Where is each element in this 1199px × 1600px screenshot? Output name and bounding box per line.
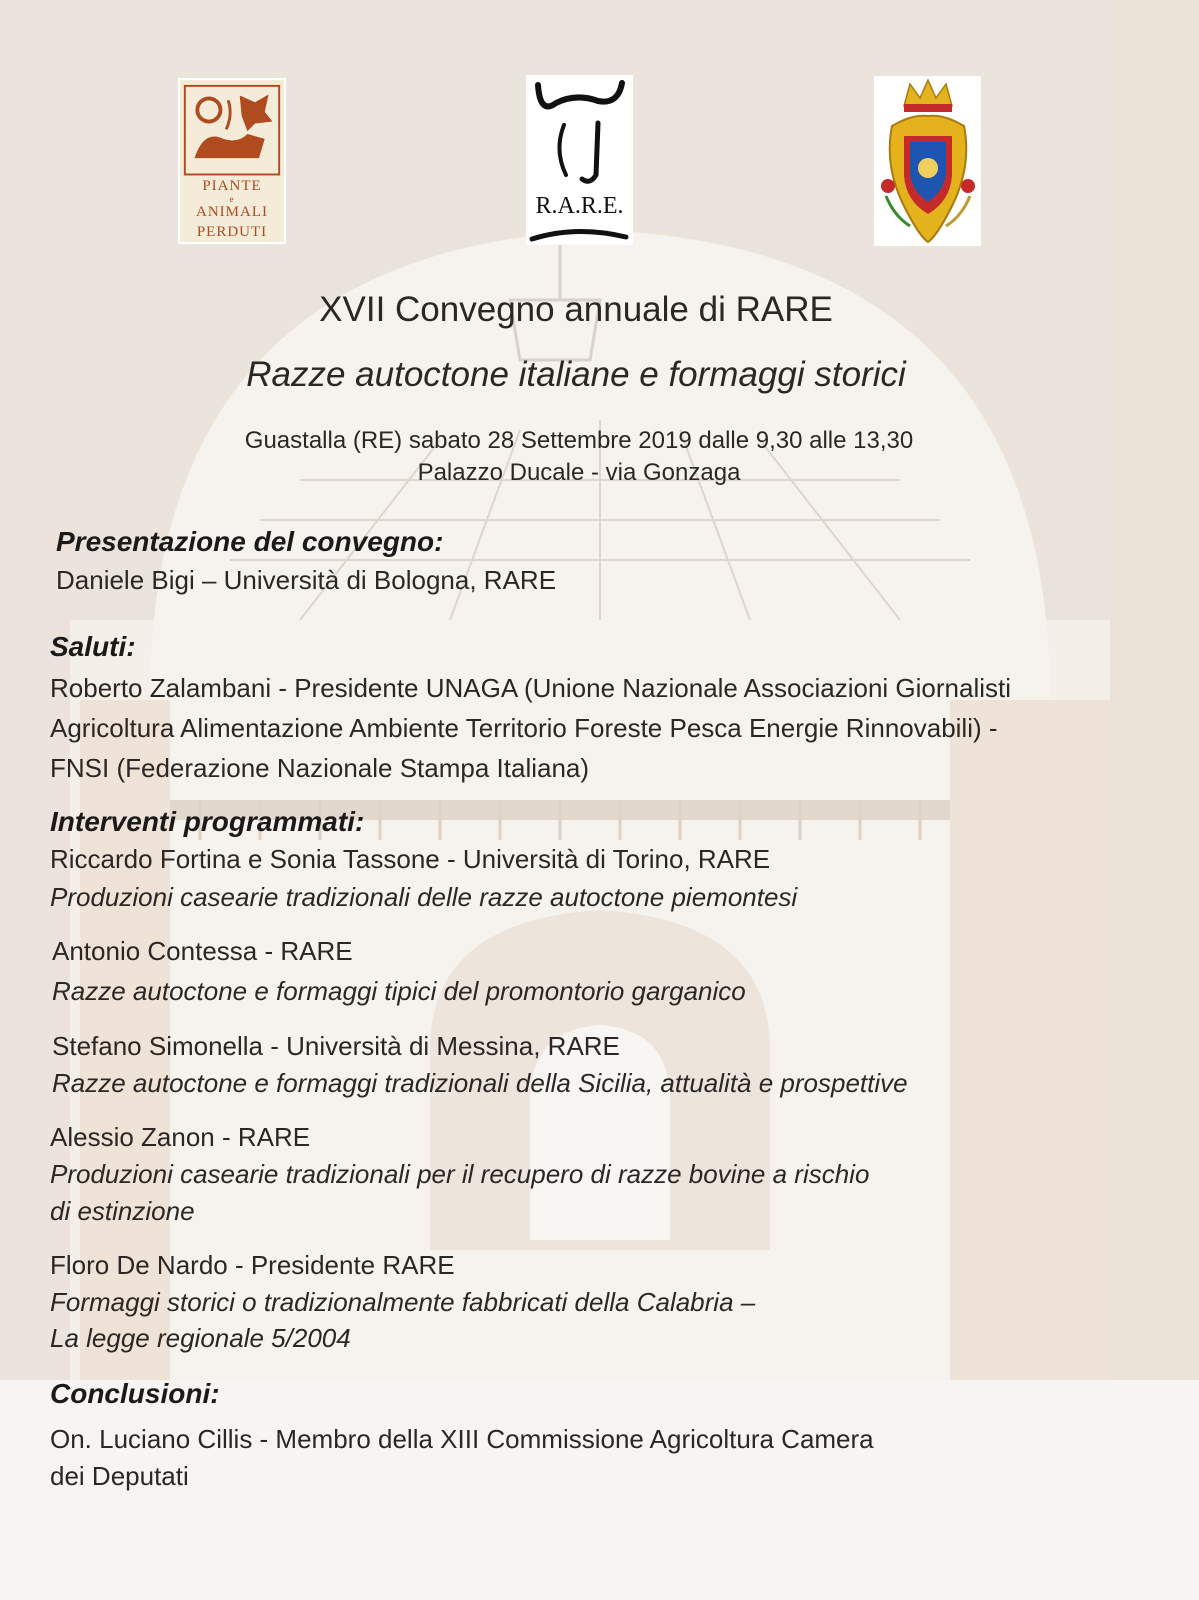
animali-word: ANIMALI xyxy=(196,204,268,220)
coat-of-arms-logo xyxy=(874,76,981,246)
rare-logo-text: R.A.R.E. xyxy=(535,193,624,219)
conclusioni-line: dei Deputati xyxy=(50,1461,189,1491)
conclusioni-line: On. Luciano Cillis - Membro della XIII Commissione Agricoltura Camera xyxy=(50,1424,874,1454)
conclusioni-heading: Conclusioni: xyxy=(50,1378,220,1409)
perduti-word: PERDUTI xyxy=(196,224,268,240)
piante-word: PIANTE xyxy=(202,178,262,194)
talk-title-continued: La legge regionale 5/2004 xyxy=(50,1323,351,1353)
piante-logo-text xyxy=(180,176,284,242)
talk-title: Formaggi storici o tradizionalmente fabbricati della Calabria – xyxy=(50,1287,756,1317)
presentation-heading: Presentazione del convegno: xyxy=(56,526,444,557)
interventi-heading: Interventi programmati: xyxy=(50,806,365,837)
speaker-name: Floro De Nardo - Presidente RARE xyxy=(50,1250,455,1280)
talk-title: Razze autoctone e formaggi tradizionali della Sicilia, attualità e prospettive xyxy=(52,1068,908,1098)
speaker-name: Stefano Simonella - Università di Messina, RARE xyxy=(52,1031,620,1061)
page-subtitle: Razze autoctone italiane e formaggi storici xyxy=(246,355,906,394)
page-title: XVII Convegno annuale di RARE xyxy=(319,290,833,329)
saluti-line: FNSI (Federazione Nazionale Stampa Italiana) xyxy=(50,753,590,783)
speaker-name: Riccardo Fortina e Sonia Tassone - Università di Torino, RARE xyxy=(50,844,771,874)
speaker-name: Alessio Zanon - RARE xyxy=(50,1122,311,1152)
saluti-line: Roberto Zalambani - Presidente UNAGA (Unione Nazionale Associazioni Giornalisti xyxy=(50,673,1012,703)
piante-small-e: e xyxy=(229,194,235,204)
talk-title: Produzioni casearie tradizionali delle razze autoctone piemontesi xyxy=(50,882,798,912)
rare-logo xyxy=(526,75,633,245)
presentation-speaker: Daniele Bigi – Università di Bologna, RARE xyxy=(56,565,557,595)
saluti-line: Agricoltura Alimentazione Ambiente Territorio Foreste Pesca Energie Rinnovabili) - xyxy=(50,713,998,743)
saluti-heading: Saluti: xyxy=(50,631,136,662)
talk-title-continued: di estinzione xyxy=(50,1196,195,1226)
piante-animali-perduti-logo xyxy=(178,78,286,244)
speaker-name: Antonio Contessa - RARE xyxy=(52,936,353,966)
venue-line: Palazzo Ducale - via Gonzaga xyxy=(417,459,741,486)
talk-title: Razze autoctone e formaggi tipici del promontorio garganico xyxy=(52,976,746,1006)
date-line: Guastalla (RE) sabato 28 Settembre 2019 dalle 9,30 alle 13,30 xyxy=(244,427,914,454)
talk-title: Produzioni casearie tradizionali per il recupero di razze bovine a rischio xyxy=(50,1159,870,1189)
